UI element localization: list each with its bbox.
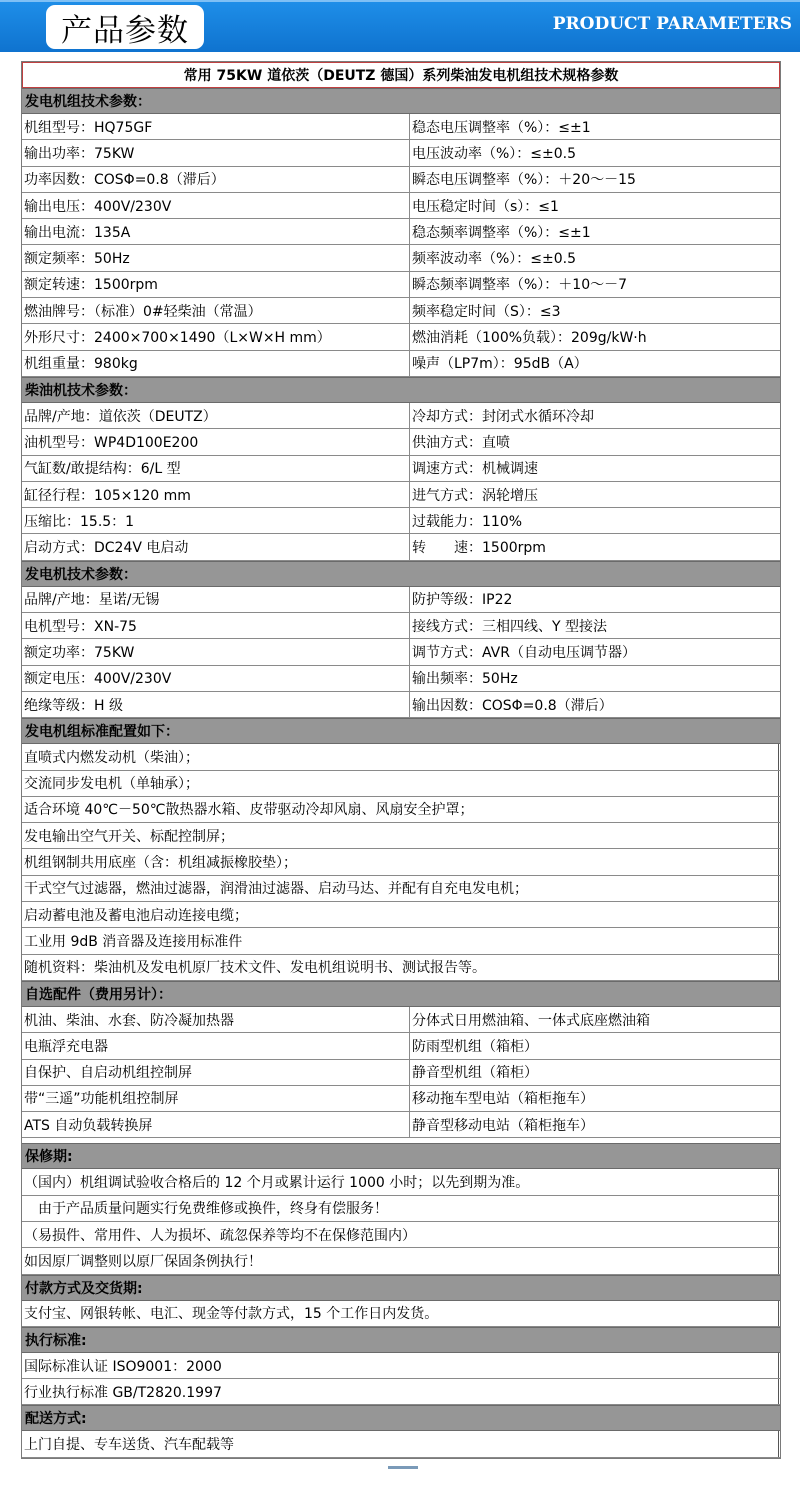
param-right: 静音型机组（箱柜）: [412, 1065, 538, 1082]
table-row: [22, 639, 780, 665]
param-right: 电压波动率（%）：≤±0.5: [412, 145, 577, 162]
row-text: （国内）机组调试验收合格后的 12 个月或累计运行 1000 小时；以先到期为准。: [22, 1169, 779, 1194]
param-left: 输出电压：400V/230V: [22, 193, 410, 218]
table-row: [22, 482, 780, 508]
row-text: 干式空气过滤器，燃油过滤器，润滑油过滤器、启动马达、并配有自充电发电机；: [22, 876, 779, 901]
table-row: [22, 1301, 780, 1327]
param-left: 机油、柴油、水套、防冷凝加热器: [22, 1007, 410, 1032]
table-row: [22, 902, 780, 928]
param-left: 压缩比：15.5：1: [22, 508, 410, 533]
genset-rows: [22, 114, 780, 377]
param-right: 调节方式：AVR（自动电压调节器）: [412, 644, 636, 661]
row-text: （易损件、常用件、人为损坏、疏忽保养等均不在保修范围内）: [22, 1222, 779, 1247]
table-row: [22, 1060, 780, 1086]
param-right: 稳态电压调整率（%）：≤±1: [412, 119, 591, 136]
param-right: 电压稳定时间（s）：≤1: [412, 198, 559, 215]
row-text: 工业用 9dB 消音器及连接用标准件: [22, 928, 779, 953]
engine-rows: [22, 403, 780, 561]
param-left: 外形尺寸：2400×700×1490（L×W×H mm）: [22, 324, 410, 349]
payment-rows: [22, 1301, 780, 1327]
param-left: 绝缘等级：H 级: [22, 692, 410, 717]
param-right: 频率稳定时间（S）：≤3: [412, 303, 561, 320]
param-left: 机组重量：980kg: [22, 351, 410, 376]
param-left: 输出电流：135A: [22, 219, 410, 244]
table-row: [22, 849, 780, 875]
param-left: 电机型号：XN-75: [22, 613, 410, 638]
delivery-rows: [22, 1431, 780, 1457]
header-banner: [0, 0, 800, 52]
table-row: [22, 1196, 780, 1222]
table-row: [22, 744, 780, 770]
table-row: [22, 114, 780, 140]
table-row: [22, 1431, 780, 1457]
table-row: [22, 1007, 780, 1033]
param-right: 输出频率：50Hz: [412, 671, 518, 688]
row-text: 支付宝、网银转帐、电汇、现金等付款方式，15 个工作日内发货。: [22, 1301, 779, 1326]
param-left: 品牌/产地：道依茨（DEUTZ）: [22, 403, 410, 428]
table-row: [22, 508, 780, 534]
param-left: 额定转速：1500rpm: [22, 272, 410, 297]
param-right: 瞬态频率调整率（%）：＋10～－7: [412, 277, 628, 294]
param-right: 瞬态电压调整率（%）：＋20～－15: [412, 172, 636, 189]
section-header-genset: 发电机组技术参数：: [22, 88, 780, 114]
table-row: [22, 1033, 780, 1059]
table-row: [22, 1353, 780, 1379]
param-right: 防雨型机组（箱柜）: [412, 1038, 538, 1055]
table-row: [22, 1248, 780, 1274]
section-header-payment: 付款方式及交货期:: [22, 1275, 780, 1301]
param-left: 电瓶浮充电器: [22, 1033, 410, 1058]
table-row: [22, 456, 780, 482]
row-text: 机组钢制共用底座（含：机组减振橡胶垫）；: [22, 849, 779, 874]
table-row: [22, 272, 780, 298]
banner-title: 产品参数: [46, 5, 204, 49]
param-right: 移动拖车型电站（箱柜拖车）: [412, 1091, 594, 1108]
row-text: 随机资料：柴油机及发电机原厂技术文件、发电机组说明书、测试报告等。: [22, 955, 779, 980]
row-text: 启动蓄电池及蓄电池启动连接电缆；: [22, 902, 779, 927]
param-left: 额定电压：400V/230V: [22, 666, 410, 691]
row-text: 交流同步发电机（单轴承）；: [22, 771, 779, 796]
row-text: 直喷式内燃发动机（柴油）；: [22, 744, 779, 769]
table-row: [22, 245, 780, 271]
table-row: [22, 797, 780, 823]
row-text: 行业执行标准 GB/T2820.1997: [22, 1379, 779, 1404]
param-right: 噪声（LP7m）：95dB（A）: [412, 356, 588, 373]
param-left: 机组型号：HQ75GF: [22, 114, 410, 139]
param-left: 气缸数/敢提结构：6/L 型: [22, 456, 410, 481]
param-right: 供油方式：直喷: [412, 434, 510, 451]
table-row: [22, 928, 780, 954]
param-right: 转 速：1500rpm: [412, 540, 546, 557]
section-header-engine: 柴油机技术参数：: [22, 377, 780, 403]
param-left: 燃油牌号：（标准）0#轻柴油（常温）: [22, 298, 410, 323]
param-left: 额定频率：50Hz: [22, 245, 410, 270]
param-left: 输出功率：75KW: [22, 140, 410, 165]
param-left: 自保护、自启动机组控制屏: [22, 1060, 410, 1085]
table-row: [22, 193, 780, 219]
row-text: 适合环境 40℃－50℃散热器水箱、皮带驱动冷却风扇、风扇安全护罩；: [22, 797, 779, 822]
param-left: 缸径行程：105×120 mm: [22, 482, 410, 507]
table-row: [22, 534, 780, 560]
param-right: 输出因数：COSΦ=0.8（滞后）: [412, 697, 613, 714]
param-right: 冷却方式：封闭式水循环冷却: [412, 408, 594, 425]
section-header-standard: 发电机组标准配置如下：: [22, 718, 780, 744]
spec-table: [21, 61, 781, 1459]
param-right: 分体式日用燃油箱、一体式底座燃油箱: [412, 1012, 650, 1029]
table-row: [22, 587, 780, 613]
table-row: [22, 219, 780, 245]
section-header-warranty: 保修期:: [22, 1143, 780, 1169]
table-row: [22, 298, 780, 324]
table-row: [22, 771, 780, 797]
section-header-alternator: 发电机技术参数：: [22, 561, 780, 587]
table-row: [22, 140, 780, 166]
table-title: 常用 75KW 道依茨（DEUTZ 德国）系列柴油发电机组技术规格参数: [22, 62, 780, 88]
warranty-rows: [22, 1169, 780, 1274]
param-left: 功率因数：COSΦ=0.8（滞后）: [22, 167, 410, 192]
row-text: 上门自提、专车送货、汽车配载等: [22, 1431, 779, 1456]
table-row: [22, 955, 780, 981]
param-right: 过载能力：110%: [412, 513, 523, 530]
optional-accessory-rows: [22, 1007, 780, 1138]
param-right: 频率波动率（%）：≤±0.5: [412, 251, 577, 268]
table-row: [22, 613, 780, 639]
footer-divider: [388, 1466, 418, 1469]
param-right: 调速方式：机械调速: [412, 461, 538, 478]
table-row: [22, 1379, 780, 1405]
param-right: 燃油消耗（100%负载）：209g/kW·h: [412, 330, 647, 347]
param-left: 启动方式：DC24V 电启动: [22, 534, 410, 559]
param-right: 接线方式：三相四线、Y 型接法: [412, 618, 608, 635]
table-row: [22, 876, 780, 902]
section-header-standards: 执行标准:: [22, 1327, 780, 1353]
table-row: [22, 1169, 780, 1195]
row-text: 发电输出空气开关、标配控制屏；: [22, 823, 779, 848]
param-right: 静音型移动电站（箱柜拖车）: [412, 1117, 594, 1134]
table-row: [22, 403, 780, 429]
alternator-rows: [22, 587, 780, 718]
section-header-optional: 自选配件（费用另计）：: [22, 981, 780, 1007]
table-row: [22, 692, 780, 718]
table-row: [22, 823, 780, 849]
param-left: 品牌/产地：星诺/无锡: [22, 587, 410, 612]
table-row: [22, 351, 780, 377]
standard-config-rows: [22, 744, 780, 981]
table-row: [22, 324, 780, 350]
param-left: ATS 自动负载转换屏: [22, 1112, 410, 1137]
table-row: [22, 666, 780, 692]
table-row: [22, 1222, 780, 1248]
param-right: 防护等级：IP22: [412, 592, 513, 609]
param-right: 进气方式：涡轮增压: [412, 487, 538, 504]
row-text: 由于产品质量问题实行免费维修或换件，终身有偿服务！: [22, 1196, 779, 1221]
param-left: 油机型号：WP4D100E200: [22, 429, 410, 454]
banner-subtitle: PRODUCT PARAMETERS: [552, 14, 792, 34]
param-left: 额定功率：75KW: [22, 639, 410, 664]
section-header-delivery: 配送方式:: [22, 1405, 780, 1431]
table-row: [22, 1086, 780, 1112]
row-text: 如因原厂调整则以原厂保固条例执行！: [22, 1248, 779, 1273]
param-left: 带“三遥”功能机组控制屏: [22, 1086, 410, 1111]
standards-rows: [22, 1353, 780, 1406]
table-row: [22, 429, 780, 455]
row-text: 国际标准认证 ISO9001：2000: [22, 1353, 779, 1378]
param-right: 稳态频率调整率（%）：≤±1: [412, 224, 591, 241]
table-row: [22, 167, 780, 193]
table-row: [22, 1112, 780, 1138]
